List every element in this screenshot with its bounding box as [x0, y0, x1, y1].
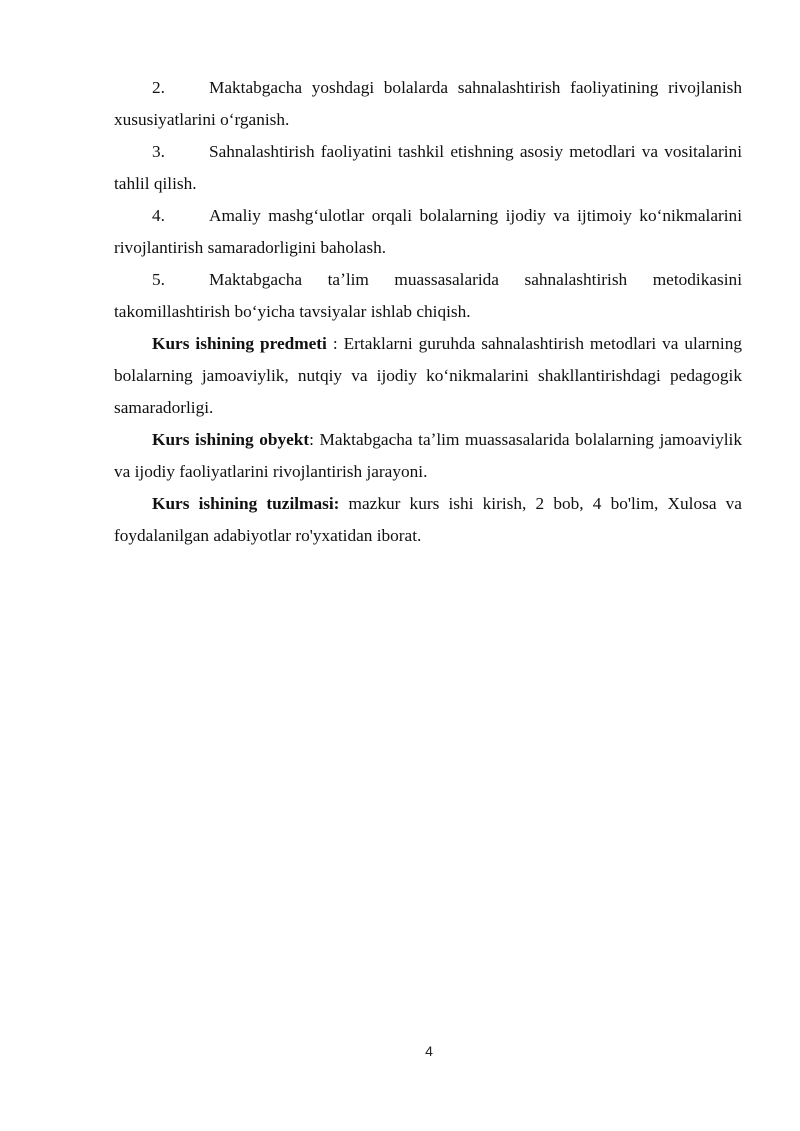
list-number: 5.	[152, 270, 165, 289]
subject-paragraph	[114, 328, 742, 424]
list-text: Maktabgacha taʼlim muassasalarida sahnalashtirish metodikasini takomillashtirish boʻyicha tavsiyalar ishlab chiqish.	[114, 270, 742, 321]
list-text: Maktabgacha yoshdagi bolalarda sahnalashtirish faoliyatining rivojlanish xususiyatlarini oʻrganish.	[114, 78, 742, 129]
list-item	[114, 200, 742, 264]
object-label: Kurs ishining obyekt	[152, 430, 310, 449]
structure-text: mazkur kurs ishi kirish, 2 bob, 4 bo'lim, Xulosa va foydalanilgan adabiyotlar ro'yxatidan iborat.	[114, 494, 742, 545]
list-item	[114, 264, 742, 328]
object-text: : Maktabgacha taʼlim muassasalarida bolalarning jamoaviylik va ijodiy faoliyatlarini rivojlantirish jarayoni.	[114, 430, 742, 481]
page-number: 4	[425, 1043, 433, 1059]
list-number: 2.	[152, 78, 165, 97]
list-number: 4.	[152, 206, 165, 225]
subject-text: : Ertaklarni guruhda sahnalashtirish metodlari va ularning bolalarning jamoaviylik, nutqiy va ijodiy koʻnikmalarini shakllantirishdagi pedagogik samaradorligi.	[114, 334, 742, 417]
list-text: Sahnalashtirish faoliyatini tashkil etishning asosiy metodlari va vositalarini tahlil qilish.	[114, 142, 742, 193]
object-paragraph	[114, 424, 742, 488]
list-item	[114, 72, 742, 136]
list-text: Amaliy mashgʻulotlar orqali bolalarning ijodiy va ijtimoiy koʻnikmalarini rivojlantirish samaradorligini baholash.	[114, 206, 742, 257]
list-item	[114, 136, 742, 200]
structure-label: Kurs ishining tuzilmasi:	[152, 494, 340, 513]
document-page	[114, 72, 742, 552]
list-number: 3.	[152, 142, 165, 161]
structure-paragraph	[114, 488, 742, 552]
subject-label: Kurs ishining predmeti	[152, 334, 327, 353]
